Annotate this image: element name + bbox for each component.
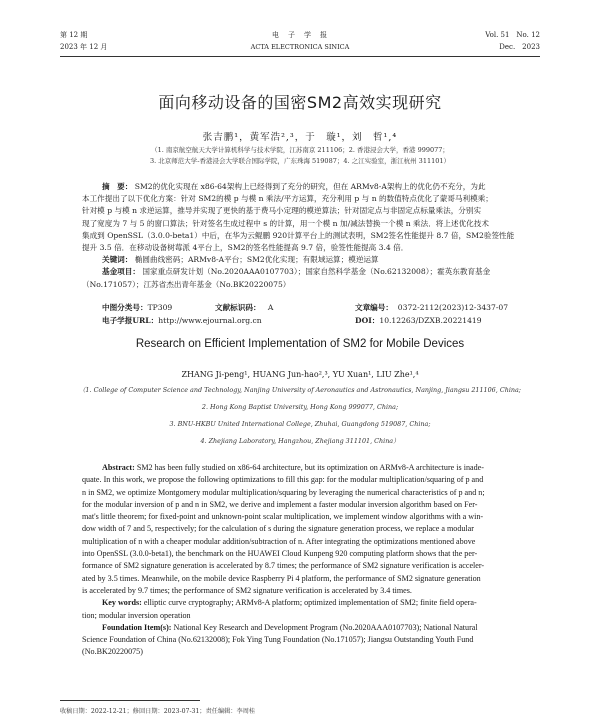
- article-number-label: 文章编号：: [355, 303, 393, 312]
- abstract-cn-line: 集成到 OpenSSL（3.0.0-beta1）中后，在华为云鲲鹏 920计算平台上的测试表明，SM2签名性能提升 8.7 倍，SM2验签性能: [82, 230, 515, 240]
- doi-value: 10.12263/DZXB.20221419: [379, 316, 482, 325]
- fund-cn-line: （No.171057）；江苏省杰出青年基金（No.BK20220075）: [82, 279, 291, 289]
- journal-url-link[interactable]: http://www.ejournal.org.cn: [158, 316, 262, 325]
- header-journal-en: ACTA ELECTRONICA SINICA: [250, 43, 350, 51]
- header-date-cn: 2023 年 12 月: [60, 43, 108, 51]
- affiliation-en-4: 4. Zhejiang Laboratory, Hangzhou, Zhejiang 311101, China）: [200, 437, 400, 445]
- keywords-cn: 椭圆曲线密码；ARMv8-A平台；SM2优化实现；有限域运算；模逆运算: [134, 255, 379, 265]
- affiliation-cn-2: 3. 北京师范大学-香港浸会大学联合国际学院，广东珠海 519087；4. 之江实验室，浙江杭州 311101）: [150, 157, 450, 165]
- fund-cn-line: 国家重点研发计划（No.2020AAA0107703）；国家自然科学基金（No.62132008）；霍英东教育基金: [142, 267, 491, 277]
- abstract-en-line: ated by 3.5 times. Meanwhile, on the mobile device Raspberry Pi 4 platform, the performance of SM2 signature generation: [82, 573, 481, 583]
- clc-value: TP309: [147, 303, 173, 312]
- fund-en-label: Foundation Item(s):: [102, 622, 172, 632]
- abstract-cn: [82, 181, 522, 291]
- doc-label: 文献标识码：: [215, 303, 261, 312]
- url-label: 电子学报URL：: [102, 316, 159, 325]
- abstract-en-line: quate. In this work, we propose the following optimizations to fill this gap: for the modular multiplication/squaring of p and: [82, 475, 484, 485]
- clc-row: [102, 302, 172, 314]
- abstract-en-line: mat's little theorem; for fixed-point and unknown-point scalar multiplication, we implement window algorithms with a win-: [82, 512, 484, 522]
- abstract-cn-line: SM2的优化实现在 x86-64架构上已经得到了充分的研究，但在 ARMv8-A架构上的优化仍不充分，为此: [134, 182, 486, 191]
- keywords-en-line: elliptic curve cryptography; ARMv8-A platform; optimized implementation of SM2; finite field opera-: [143, 598, 477, 608]
- abstract-en-line: multiplication of n with a cheaper modular addition/subtraction of n. After integrating the optimizations mentioned above: [82, 536, 476, 546]
- keywords-en-label: Key words:: [102, 598, 142, 608]
- fund-en-line: National Key Research and Development Program (No.2020AAA0107703); National Natural: [173, 622, 478, 632]
- affiliation-cn-1: （1. 南京航空航天大学计算机科学与技术学院，江苏南京 211106；2. 香港浸会大学，香港 999077；: [151, 146, 449, 154]
- authors-en: ZHANG Ji-peng¹, HUANG Jun-hao²,³, YU Xuan¹, LIU Zhe¹,⁴: [181, 370, 419, 379]
- page-title-cn: 面向移动设备的国密SM2高效实现研究: [158, 93, 442, 112]
- abstract-cn-line: 针对模 p 与模 n 求逆运算，推导并实现了更快的基于费马小定理的模逆算法；针对固定点与非固定点标量乘法，分别实: [82, 206, 482, 216]
- abstract-en-label: Abstract:: [102, 463, 135, 472]
- clc-label: 中图分类号：: [102, 303, 148, 312]
- footnote-rule: [60, 700, 200, 701]
- abstract-cn-label: 摘 要：: [102, 182, 133, 191]
- header-issue-cn: 第 12 期: [60, 31, 88, 39]
- page-title-en: Research on Efficient Implementation of SM2 for Mobile Devices: [135, 338, 465, 350]
- doc-row: [215, 302, 273, 314]
- header-rule: [60, 56, 540, 57]
- abstract-en-line: for the modular inversion of p and n in SM2, we derive and implement a faster modular inversion algorithm based on Fer-: [82, 499, 478, 509]
- header-date-en: Dec. 2023: [499, 43, 540, 51]
- abstract-en-line: is accelerated by 9.7 times; the performance of SM2 signature verification is accelerated by 3.4 times.: [82, 585, 412, 595]
- header-journal-cn: 电 子 学 报: [272, 31, 328, 39]
- abstract-en: [82, 462, 522, 659]
- abstract-en-line: SM2 has been fully studied on x86-64 architecture, but its optimization on ARMv8-A architecture is inade-: [136, 463, 484, 472]
- abstract-en-line: formance of SM2 signature generation is accelerated by 8.7 times; the performance of SM2 signature verification is acceler-: [82, 561, 485, 571]
- keywords-en-line: tion; modular inversion operation: [82, 610, 191, 620]
- abstract-cn-line: 现了宽度为 7 与 5 的窗口算法；针对签名生成过程中 s 的计算，用一个模 n 加/减法替换一个模 n 乘法．将上述优化技术: [82, 218, 489, 228]
- footnote-dates: 收稿日期：2022-12-21；修回日期：2023-07-31；责任编辑：李周桂: [60, 708, 256, 715]
- doi-label: DOI：: [355, 316, 380, 325]
- keywords-cn-label: 关键词：: [102, 255, 133, 265]
- affiliation-en-2: 2. Hong Kong Baptist University, Hong Kong 999077, China;: [201, 403, 399, 411]
- fund-cn-label: 基金项目：: [102, 267, 140, 277]
- article-number-row: [355, 302, 508, 314]
- abstract-en-line: n in SM2, we optimize Montgomery modular multiplication/squaring by leveraging the numerical characteristics of p and n;: [82, 487, 485, 497]
- doc-value: A: [267, 303, 274, 312]
- header-volume: Vol. 51 No. 12: [485, 31, 540, 39]
- affiliation-en-1: （1. College of Computer Science and Technology, Nanjing University of Aeronautics and Astronautics, Nanjing, Jiangsu 211106, China;: [79, 386, 521, 394]
- fund-en-line: Science Foundation of China (No.62132008); Fok Ying Tung Foundation (No.171057); Jiangsu Outstanding Youth Fund: [82, 635, 474, 645]
- abstract-cn-line: 本工作提出了以下优化方案：针对 SM2的模 p 与模 n 乘法/平方运算，充分利用 p 与 n 的数值特点优化了蒙哥马利模乘；: [82, 194, 493, 204]
- article-number-value: 0372-2112(2023)12-3437-07: [397, 303, 509, 312]
- url-row: [102, 315, 262, 327]
- abstract-cn-line: 提升 3.5 倍．在移动设备树莓派 4平台上，SM2的签名性能提高 9.7 倍，验签性能提高 3.4 倍．: [82, 243, 409, 253]
- fund-en-line: (No.BK20220075): [82, 647, 143, 657]
- abstract-en-line: dow width of 7 and 5, respectively; for the calculation of s during the signature generation process, we replace a modular: [82, 524, 474, 534]
- authors-cn: 张吉鹏¹，黄军浩²,³，于 璇¹，刘 哲¹,⁴: [202, 132, 398, 143]
- doi-row: [355, 315, 482, 327]
- affiliation-en-3: 3. BNU-HKBU United International College, Zhuhai, Guangdong 519087, China;: [169, 420, 431, 428]
- abstract-en-line: into OpenSSL (3.0.0-beta1), the benchmark on the HUAWEI Cloud Kunpeng 920 computing platform shows that the per-: [82, 549, 478, 559]
